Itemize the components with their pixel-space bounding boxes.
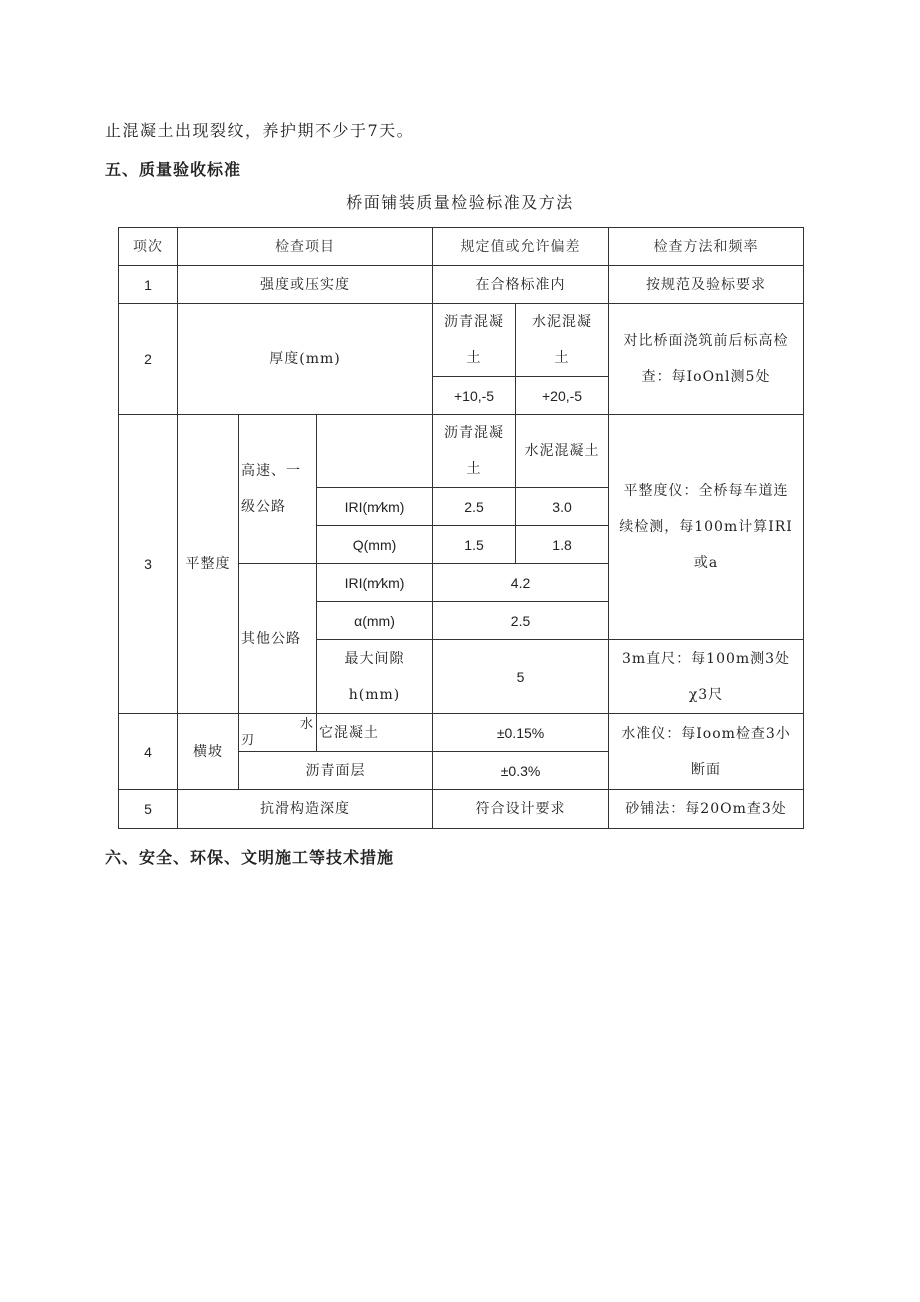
- check-method: 平整度仪：全桥每车道连 续检测，每100m计算IRI 或a: [609, 415, 804, 640]
- header-method: 检查方法和频率: [609, 228, 804, 266]
- table-row: [119, 304, 804, 377]
- cement-label-fragment: 水 刃: [239, 714, 317, 752]
- check-item: 厚度(mm): [178, 304, 433, 415]
- header-tolerance: 规定值或允许偏差: [433, 228, 609, 266]
- table-row: [119, 714, 804, 752]
- header-check-item: 检查项目: [178, 228, 433, 266]
- check-item: 横坡: [178, 714, 239, 790]
- row-number: 2: [119, 304, 178, 415]
- row-number: 1: [119, 266, 178, 304]
- asphalt-tolerance: +10,-5: [433, 377, 516, 415]
- tolerance-value: 符合设计要求: [433, 790, 609, 829]
- section-5-heading: 五、质量验收标准: [105, 160, 242, 179]
- alpha-label: α(mm): [317, 602, 433, 640]
- max-gap-value: 5: [433, 640, 609, 714]
- cross-slope-asphalt-value: ±0.3%: [433, 752, 609, 790]
- check-method: 按规范及验标要求: [609, 266, 804, 304]
- row-number: 3: [119, 415, 178, 714]
- check-method: 砂铺法：每20Om查3处: [609, 790, 804, 829]
- asphalt-surface-label: 沥青面层: [239, 752, 433, 790]
- asphalt-concrete-label: 沥青混凝 土: [433, 415, 516, 488]
- tolerance-value: 在合格标准内: [433, 266, 609, 304]
- iri-asphalt-value: 2.5: [433, 488, 516, 526]
- alpha-value: 2.5: [433, 602, 609, 640]
- intro-paragraph: 止混凝土出现裂纹，养护期不少于7天。: [105, 121, 415, 140]
- check-method: 水准仪：每Ioom检查3小 断面: [609, 714, 804, 790]
- table-row: [119, 266, 804, 304]
- q-label: Q(mm): [317, 526, 433, 564]
- check-method: 对比桥面浇筑前后标高检 查：每IoOnl测5处: [609, 304, 804, 415]
- cement-tolerance: +20,-5: [516, 377, 609, 415]
- asphalt-concrete-label: 沥青混凝 土: [433, 304, 516, 377]
- table-caption: 桥面铺装质量检验标准及方法: [346, 193, 574, 212]
- row-number: 5: [119, 790, 178, 829]
- max-gap-label: 最大间隙 h(mm): [317, 640, 433, 714]
- table-row: [119, 415, 804, 488]
- cement-concrete-label: 水泥混凝土: [516, 415, 609, 488]
- table-row: [119, 790, 804, 829]
- iri-cement-value: 3.0: [516, 488, 609, 526]
- cement-concrete-label: 它混凝土: [317, 714, 433, 752]
- row-number: 4: [119, 714, 178, 790]
- cross-slope-cement-value: ±0.15%: [433, 714, 609, 752]
- section-6-heading: 六、安全、环保、文明施工等技术措施: [105, 848, 395, 867]
- check-item: 强度或压实度: [178, 266, 433, 304]
- straightedge-method: 3m直尺：每100m测3处 χ3尺: [609, 640, 804, 714]
- q-cement-value: 1.8: [516, 526, 609, 564]
- check-item: 平整度: [178, 415, 239, 714]
- header-item-no: 项次: [119, 228, 178, 266]
- cement-concrete-label: 水泥混凝 土: [516, 304, 609, 377]
- other-iri-label: IRI(m∕km): [317, 564, 433, 602]
- q-asphalt-value: 1.5: [433, 526, 516, 564]
- iri-label: IRI(m∕km): [317, 488, 433, 526]
- check-item: 抗滑构造深度: [178, 790, 433, 829]
- empty-cell: [317, 415, 433, 488]
- table-header-row: [119, 228, 804, 266]
- highway-class-label: 高速、一 级公路: [239, 415, 317, 564]
- quality-inspection-table: [118, 227, 804, 829]
- other-iri-value: 4.2: [433, 564, 609, 602]
- other-roads-label: 其他公路: [239, 564, 317, 714]
